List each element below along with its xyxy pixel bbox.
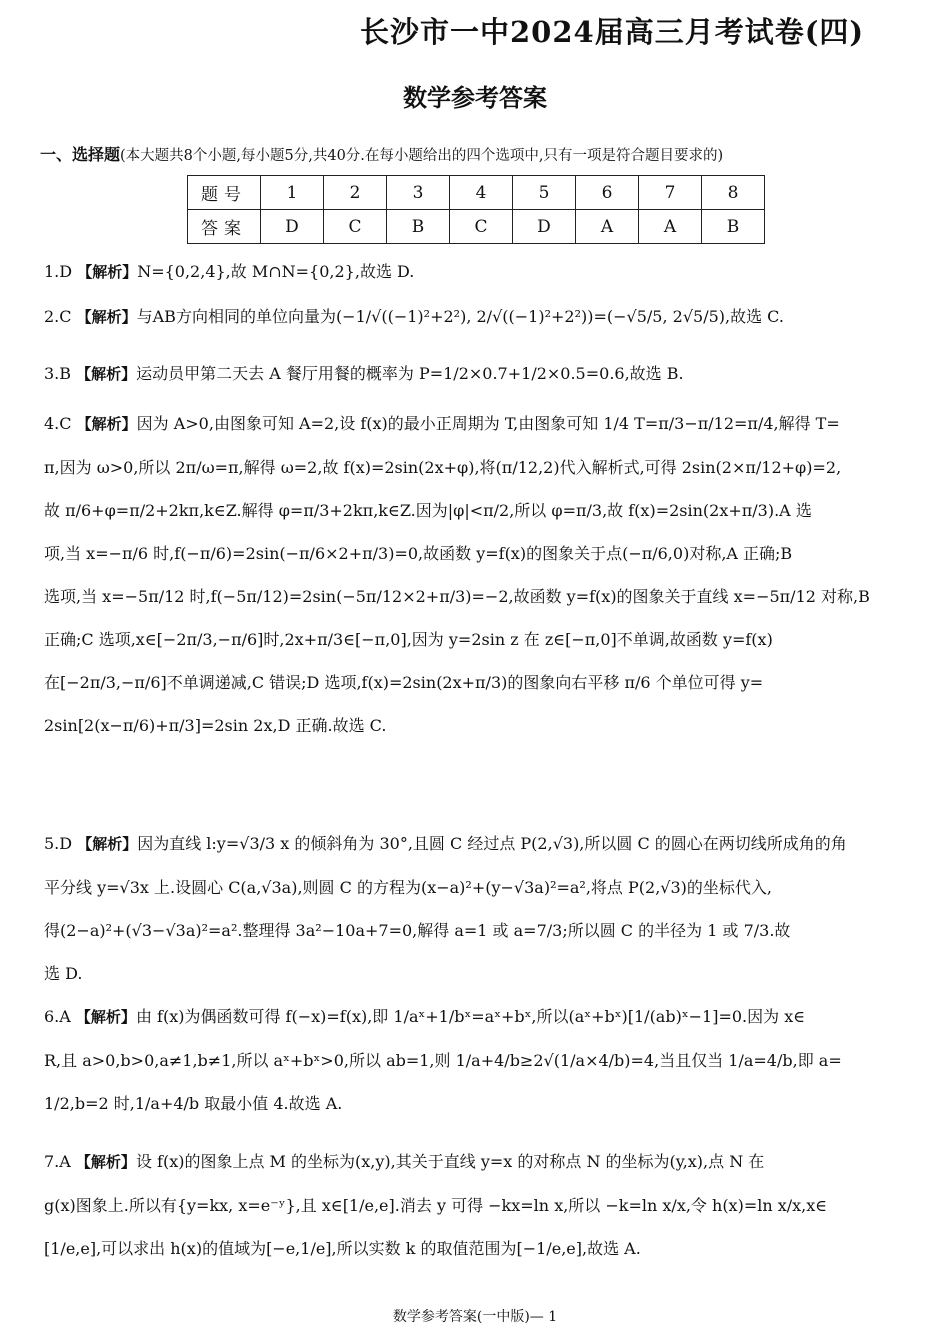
answer-cell: A [639,210,702,244]
answer-table-row-numbers [188,176,765,210]
problem-6-solution [44,995,908,1125]
solution-line [44,402,908,446]
answer-cell: A [576,210,639,244]
problem-number: 5.D [44,834,73,853]
problem-2-solution [44,295,908,339]
solution-text: N={0,2,4},故 M∩N={0,2},故选 D. [137,262,415,281]
question-number: 7 [639,176,702,210]
solution-line: 平分线 y=√3x 上.设圆心 C(a,√3a),则圆 C 的方程为(x−a)²+(y−√3a)²=a²,将点 P(2,√3)的坐标代入, [44,878,772,897]
problem-5-solution [44,822,908,995]
solution-line [44,250,908,294]
problem-3-solution [44,352,908,396]
solution-line: 选 D. [44,964,83,983]
solution-line: 故 π/6+φ=π/2+2kπ,k∈Z.解得 φ=π/3+2kπ,k∈Z.因为|φ|<π/2,所以 φ=π/3,故 f(x)=2sin(2x+π/3).A 选 [44,501,812,520]
problem-number: 7.A [44,1152,71,1171]
solution-line: [1/e,e],可以求出 h(x)的值域为[−e,1/e],所以实数 k 的取值范围为[−1/e,e],故选 A. [44,1239,641,1258]
problem-1-solution [44,250,908,294]
solution-text: 因为直线 l:y=√3/3 x 的倾斜角为 30°,且圆 C 经过点 P(2,√3),所以圆 C 的圆心在两切线所成角的角 [137,834,847,853]
question-number: 3 [387,176,450,210]
solution-line: 2sin[2(x−π/6)+π/3]=2sin 2x,D 正确.故选 C. [44,716,387,735]
analysis-tag: 【解析】 [76,308,137,326]
solution-text: 由 f(x)为偶函数可得 f(−x)=f(x),即 1/aˣ+1/bˣ=aˣ+bˣ,所以(aˣ+bˣ)[1/(ab)ˣ−1]=0.因为 x∈ [135,1007,806,1026]
problem-7-solution [44,1140,908,1270]
solution-line [44,295,908,339]
section-desc: (本大题共8个小题,每小题5分,共40分.在每小题给出的四个选项中,只有一项是符合题目要求的) [120,148,724,164]
solution-text: 与AB方向相同的单位向量为(−1/√((−1)²+2²), 2/√((−1)²+2²))=(−√5/5, 2√5/5),故选 C. [136,307,784,326]
question-number: 4 [450,176,513,210]
analysis-tag: 【解析】 [77,263,138,281]
analysis-tag: 【解析】 [77,835,138,853]
solution-line: 选项,当 x=−5π/12 时,f(−5π/12)=2sin(−5π/12×2+π/3)=−2,故函数 y=f(x)的图象关于直线 x=−5π/12 对称,B [44,587,870,606]
solution-line: 在[−2π/3,−π/6]不单调递减,C 错误;D 选项,f(x)=2sin(2x+π/3)的图象向右平移 π/6 个单位可得 y= [44,673,764,692]
page-title: 数学参考答案 [403,83,547,112]
question-number: 8 [702,176,765,210]
question-number: 5 [513,176,576,210]
answer-table-row-answers [188,210,765,244]
answer-cell: C [450,210,513,244]
problem-4-solution [44,402,908,747]
row-label: 答案 [188,210,261,244]
problem-number: 6.A [44,1007,71,1026]
solution-text: 运动员甲第二天去 A 餐厅用餐的概率为 P=1/2×0.7+1/2×0.5=0.6,故选 B. [136,364,684,383]
answer-cell: C [324,210,387,244]
solution-line: g(x)图象上.所以有{y=kx, x=e⁻ʸ},且 x∈[1/e,e].消去 y 可得 −kx=ln x,所以 −k=ln x/x,令 h(x)=ln x/x,x∈ [44,1196,828,1215]
answer-cell: D [513,210,576,244]
solution-line: 正确;C 选项,x∈[−2π/3,−π/6]时,2x+π/3∈[−π,0],因为 y=2sin z 在 z∈[−π,0]不单调,故函数 y=f(x) [44,630,773,649]
exam-header: 长沙市一中2024届高三月考试卷(四) [360,15,865,49]
solution-line: 得(2−a)²+(√3−√3a)²=a².整理得 3a²−10a+7=0,解得 a=1 或 a=7/3;所以圆 C 的半径为 1 或 7/3.故 [44,921,791,940]
analysis-tag: 【解析】 [76,365,137,383]
solution-line [44,352,908,396]
problem-number: 1.D [44,262,73,281]
question-number: 2 [324,176,387,210]
solution-line [44,995,908,1039]
page-footer: 数学参考答案(一中版)— 1 [392,1309,558,1325]
answer-cell: B [387,210,450,244]
solution-line: π,因为 ω>0,所以 2π/ω=π,解得 ω=2,故 f(x)=2sin(2x+φ),将(π/12,2)代入解析式,可得 2sin(2×π/12+φ)=2, [44,458,842,477]
solution-line: 项,当 x=−π/6 时,f(−π/6)=2sin(−π/6×2+π/3)=0,故函数 y=f(x)的图象关于点(−π/6,0)对称,A 正确;B [44,544,793,563]
solution-text: 因为 A>0,由图象可知 A=2,设 f(x)的最小正周期为 T,由图象可知 1/4 T=π/3−π/12=π/4,解得 T= [136,414,840,433]
analysis-tag: 【解析】 [75,1008,136,1026]
problem-number: 4.C [44,414,72,433]
problem-number: 3.B [44,364,72,383]
answer-table [187,175,765,244]
question-number: 6 [576,176,639,210]
section-label: 一、选择题 [40,145,121,164]
answer-cell: B [702,210,765,244]
solution-line [44,822,908,866]
answer-cell: D [261,210,324,244]
solution-line: 1/2,b=2 时,1/a+4/b 取最小值 4.故选 A. [44,1094,343,1113]
solution-text: 设 f(x)的图象上点 M 的坐标为(x,y),其关于直线 y=x 的对称点 N 的坐标为(y,x),点 N 在 [135,1152,765,1171]
analysis-tag: 【解析】 [76,415,137,433]
problem-number: 2.C [44,307,72,326]
solution-line: R,且 a>0,b>0,a≠1,b≠1,所以 aˣ+bˣ>0,所以 ab=1,则 1/a+4/b≥2√(1/a×4/b)=4,当且仅当 1/a=4/b,即 a= [44,1051,842,1070]
question-number: 1 [261,176,324,210]
row-label: 题号 [188,176,261,210]
section-heading [40,142,920,165]
solution-line [44,1140,908,1184]
analysis-tag: 【解析】 [75,1153,136,1171]
